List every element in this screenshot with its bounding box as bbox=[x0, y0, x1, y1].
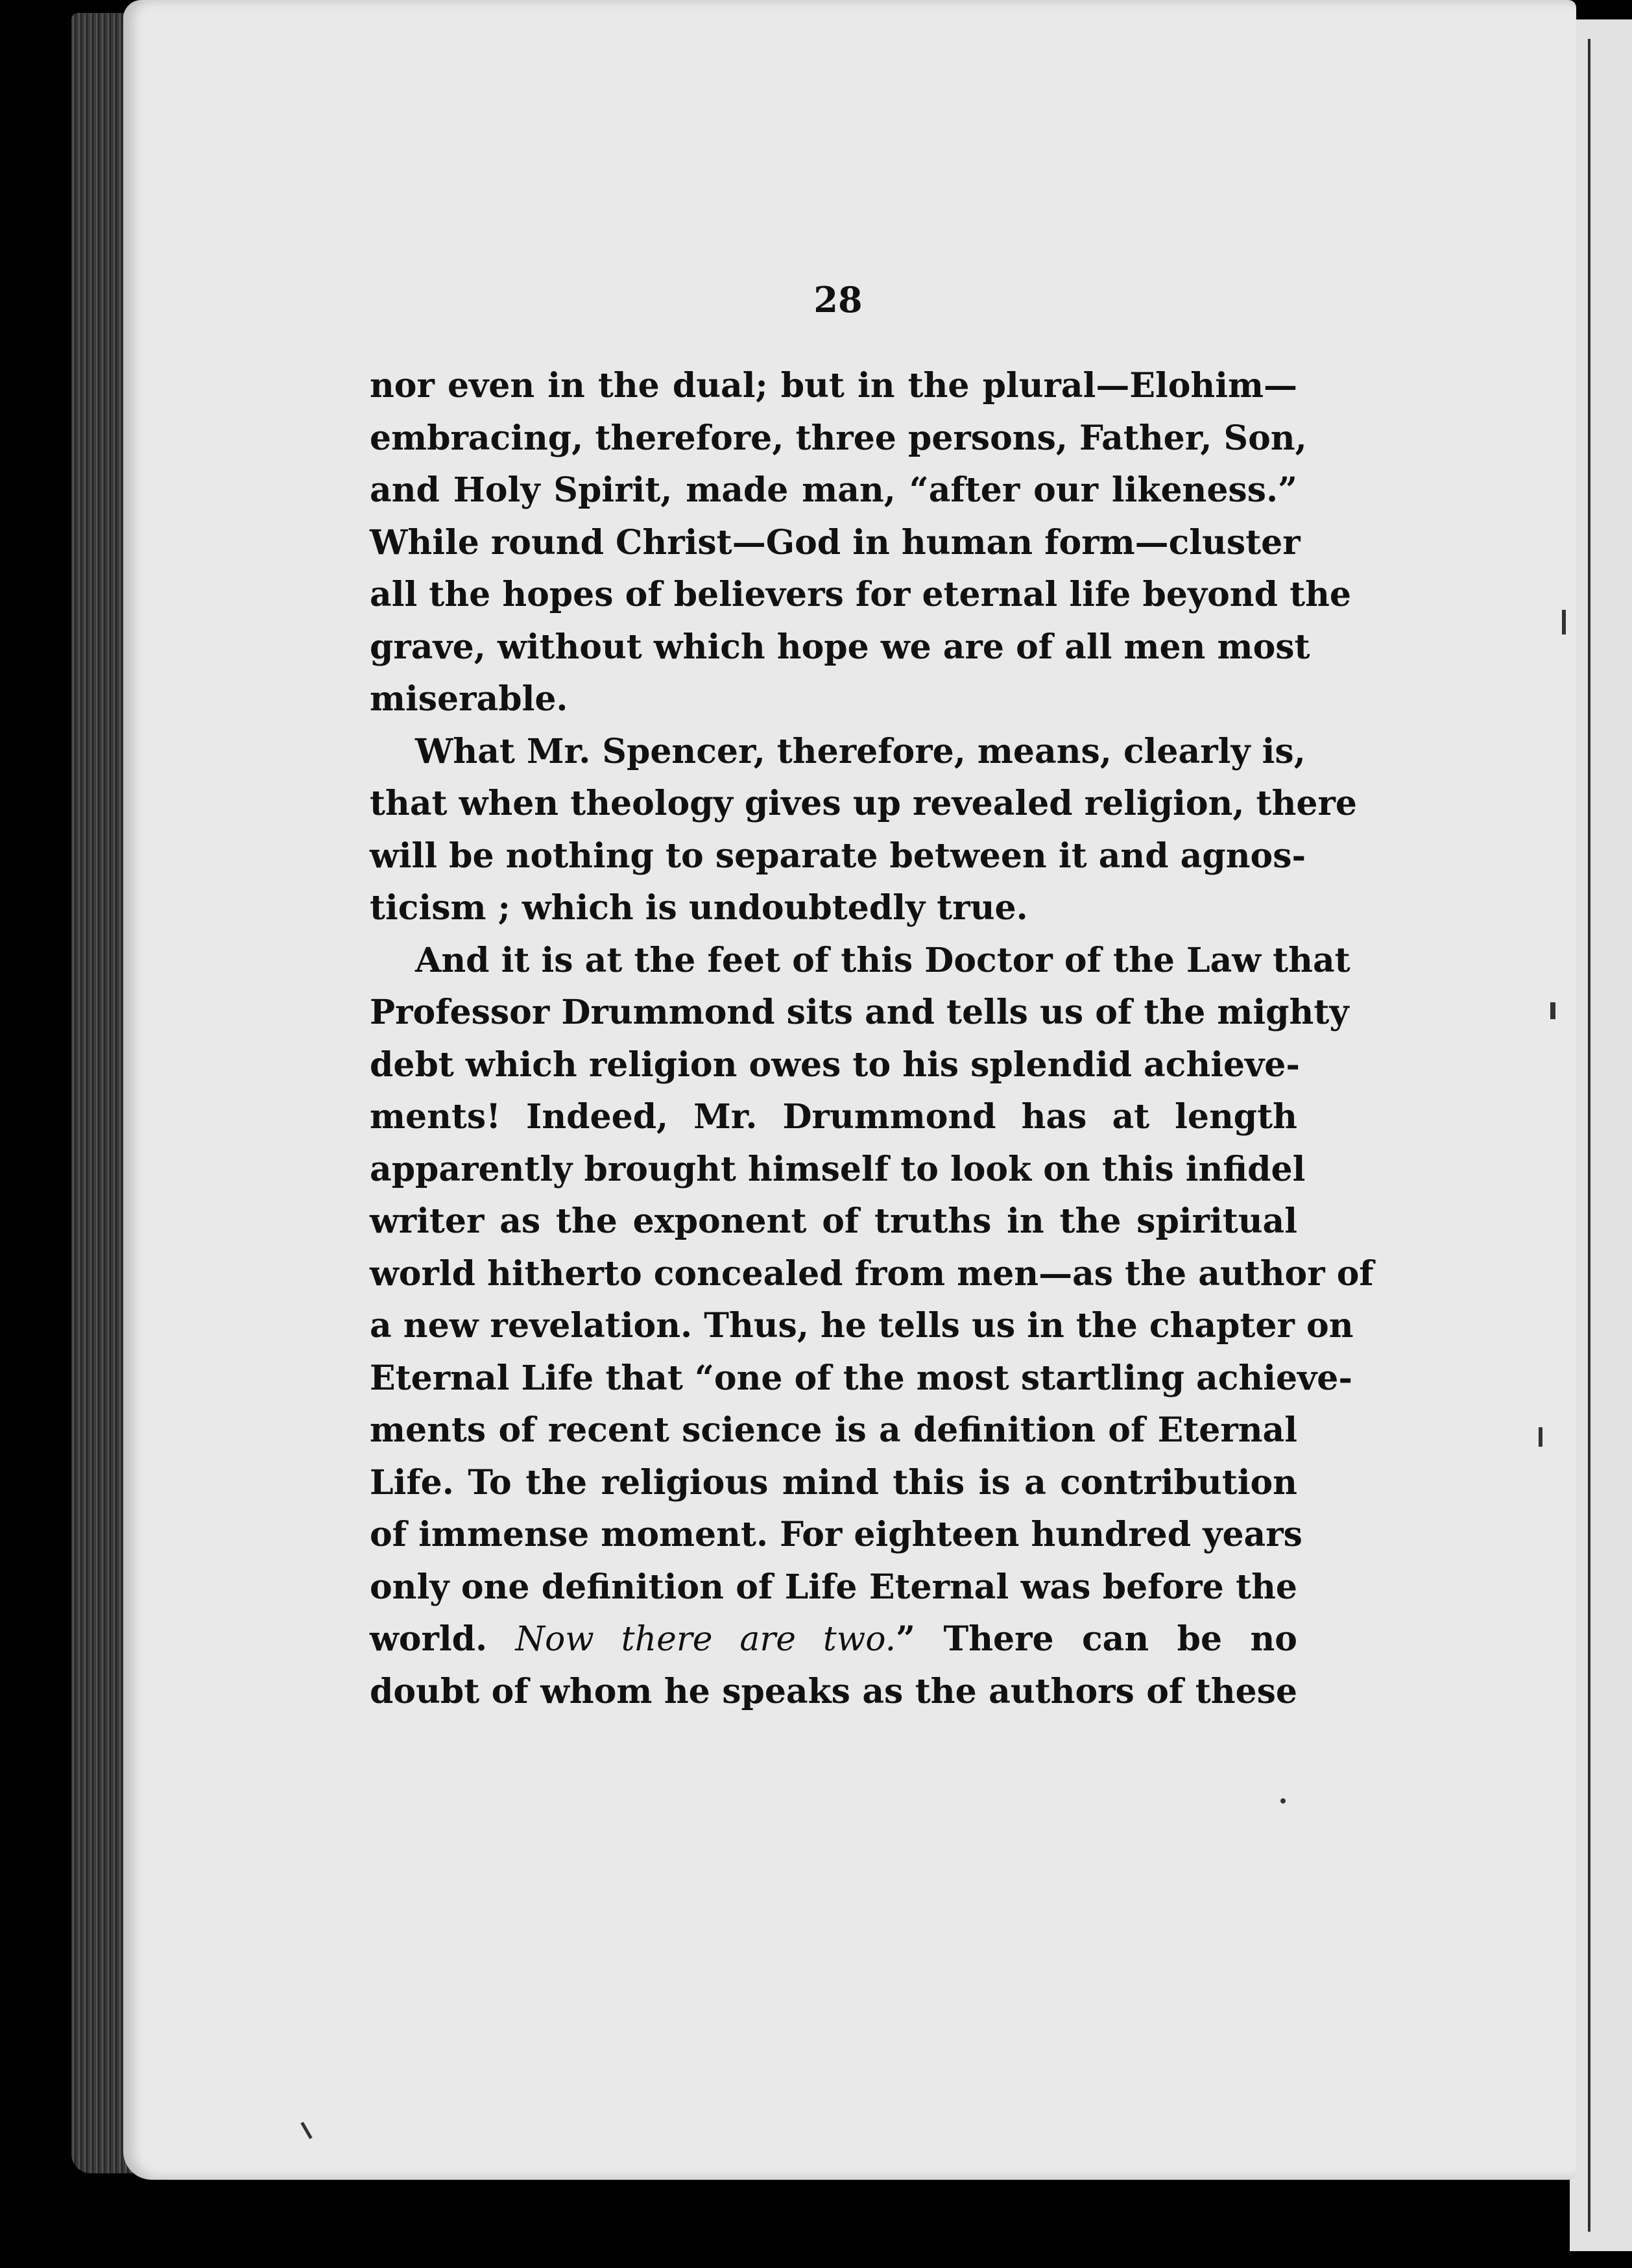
text-line: all the hopes of believers for eternal life beyond the bbox=[370, 575, 1351, 614]
scan-speck bbox=[1550, 1002, 1555, 1019]
body-text bbox=[370, 360, 1374, 1718]
text-line: that when theology gives up revealed religion, there bbox=[370, 784, 1357, 823]
text-line: only one definition of Life Eternal was before the bbox=[370, 1567, 1297, 1607]
text-line: Eternal Life that “one of the most startling achieve- bbox=[370, 1358, 1352, 1398]
text-line: writer as the exponent of truths in the spiritual bbox=[370, 1201, 1297, 1241]
text-segment: world. bbox=[370, 1619, 488, 1659]
text-line: a new revelation. Thus, he tells us in the chapter on bbox=[370, 1306, 1354, 1345]
text-line: debt which religion owes to his splendid achieve- bbox=[370, 1044, 1300, 1085]
text-line: embracing, therefore, three persons, Father, Son, bbox=[370, 418, 1307, 458]
italic-quote: Now there are two. bbox=[515, 1620, 896, 1659]
text-line: ments of recent science is a definition of Eternal bbox=[370, 1410, 1297, 1450]
text-line: Life. To the religious mind this is a contribution bbox=[370, 1462, 1297, 1502]
text-line bbox=[370, 1613, 1297, 1666]
text-line: apparently brought himself to look on this infidel bbox=[370, 1149, 1306, 1189]
text-line: Professor Drummond sits and tells us of the mighty bbox=[370, 993, 1349, 1032]
scan-speck bbox=[1562, 610, 1566, 634]
text-line: ments! Indeed, Mr. Drummond has at length bbox=[370, 1097, 1297, 1137]
text-line: And it is at the feet of this Doctor of the Law that bbox=[415, 940, 1350, 980]
text-line: of immense moment. For eighteen hundred years bbox=[370, 1515, 1302, 1554]
text-line: nor even in the dual; but in the plural—Elohim— bbox=[370, 366, 1297, 405]
text-line: miserable. bbox=[370, 679, 568, 719]
scan-speck bbox=[1280, 1798, 1286, 1804]
facing-page-edge bbox=[1570, 19, 1632, 2251]
text-line: doubt of whom he speaks as the authors of these bbox=[370, 1671, 1297, 1711]
page-number: 28 bbox=[813, 279, 863, 320]
text-line: world hitherto concealed from men—as the author of bbox=[370, 1253, 1374, 1294]
text-line: grave, without which hope we are of all men most bbox=[370, 627, 1310, 667]
scan-speck bbox=[1539, 1427, 1542, 1447]
facing-page-divider bbox=[1588, 39, 1590, 2232]
text-line: While round Christ—God in human form—cluster bbox=[370, 522, 1301, 562]
text-segment: ” There can be no bbox=[896, 1619, 1297, 1659]
text-line: and Holy Spirit, made man, “after our likeness.” bbox=[370, 470, 1297, 510]
text-line: What Mr. Spencer, therefore, means, clearly is, bbox=[415, 731, 1306, 771]
text-line: will be nothing to separate between it and agnos- bbox=[370, 836, 1306, 876]
text-line: ticism ; which is undoubtedly true. bbox=[370, 888, 1028, 928]
